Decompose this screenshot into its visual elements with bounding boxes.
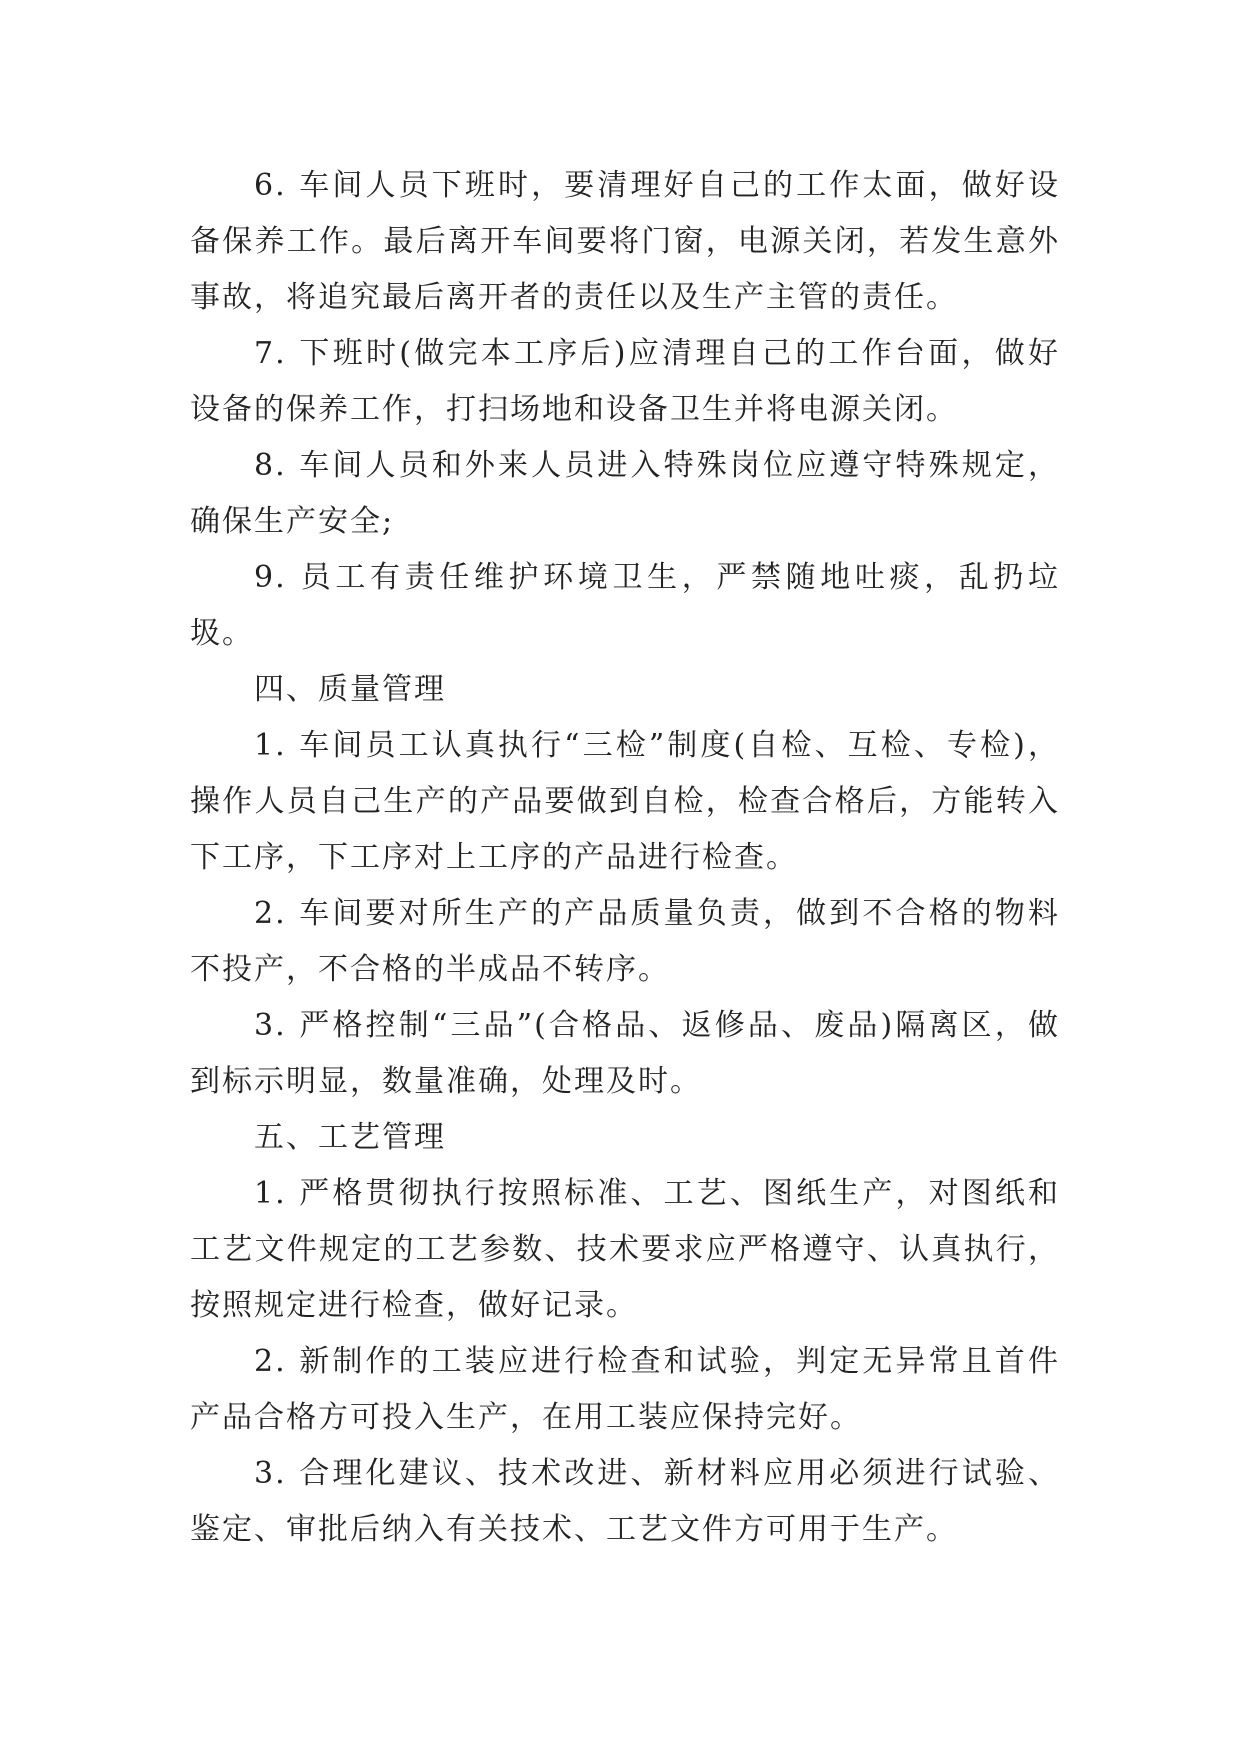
paragraph-item-9: 9. 员工有责任维护环境卫生，严禁随地吐痰，乱扔垃圾。	[190, 560, 1060, 651]
quality-item-3: 3. 严格控制“三品”(合格品、返修品、废品)隔离区，做到标示明显，数量准确，处理及时。	[190, 1008, 1060, 1099]
document-body	[190, 158, 1060, 1558]
paragraph-item-7: 7. 下班时(做完本工序后)应清理自己的工作台面，做好设备的保养工作，打扫场地和设备卫生并将电源关闭。	[190, 336, 1060, 427]
process-item-2: 2. 新制作的工装应进行检查和试验，判定无异常且首件产品合格方可投入生产，在用工装应保持完好。	[190, 1344, 1060, 1435]
section-heading-process: 五、工艺管理	[254, 1120, 446, 1155]
paragraph-item-6: 6. 车间人员下班时，要清理好自己的工作太面，做好设备保养工作。最后离开车间要将门窗，电源关闭，若发生意外事故，将追究最后离开者的责任以及生产主管的责任。	[190, 168, 1060, 315]
section-heading-quality: 四、质量管理	[254, 672, 446, 707]
process-item-1: 1. 严格贯彻执行按照标准、工艺、图纸生产，对图纸和工艺文件规定的工艺参数、技术要求应严格遵守、认真执行，按照规定进行检查，做好记录。	[190, 1176, 1060, 1323]
quality-item-2: 2. 车间要对所生产的产品质量负责，做到不合格的物料不投产，不合格的半成品不转序。	[190, 896, 1060, 987]
paragraph-item-8: 8. 车间人员和外来人员进入特殊岗位应遵守特殊规定，确保生产安全;	[190, 448, 1060, 539]
process-item-3: 3. 合理化建议、技术改进、新材料应用必须进行试验、鉴定、审批后纳入有关技术、工艺文件方可用于生产。	[190, 1456, 1060, 1547]
quality-item-1: 1. 车间员工认真执行“三检”制度(自检、互检、专检)，操作人员自己生产的产品要做到自检，检查合格后，方能转入下工序，下工序对上工序的产品进行检查。	[190, 728, 1060, 875]
